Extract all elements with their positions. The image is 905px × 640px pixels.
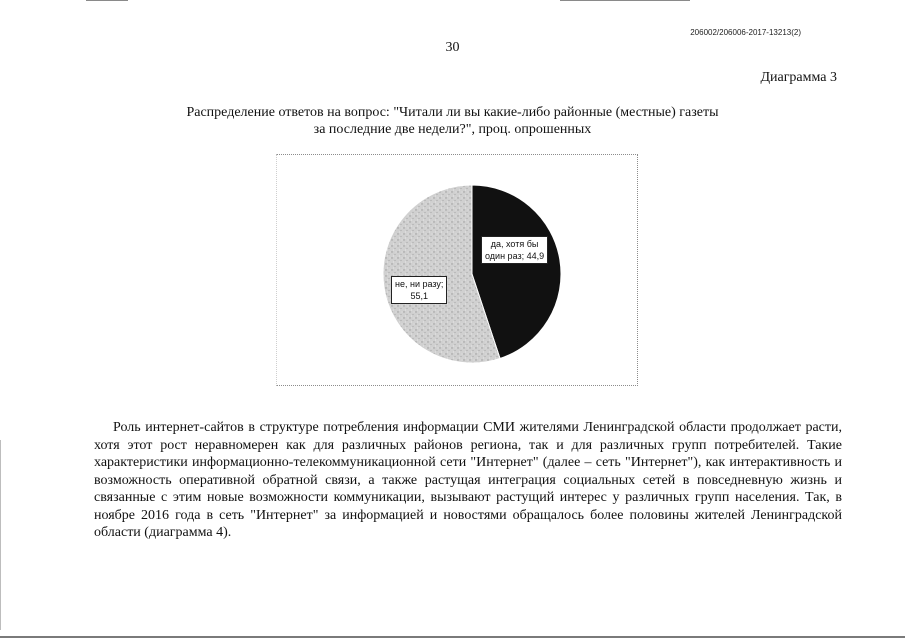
page-number: 30: [445, 40, 460, 55]
scan-edge-mark: [0, 636, 905, 638]
slice-label-no: не, ни разу; 55,1: [391, 276, 447, 304]
chart-title-line-1: Распределение ответов на вопрос: "Читали ли вы какие-либо районные (местные) газеты: [186, 105, 719, 120]
chart-title: [0, 104, 905, 138]
chart-frame: [276, 154, 638, 386]
pie-chart: [277, 155, 637, 385]
scan-edge-mark: [560, 0, 690, 1]
body-paragraph: Роль интернет-сайтов в структуре потребления информации СМИ жителями Ленинградской области продолжает расти, хотя этот рост неравномерен как для различных районов региона, так и для различных групп потребителей. Такие характеристики информационно-телекоммуникационной сети "Интернет" (далее – сеть "Интернет"), как интерактивность и возможность оперативной обратной связи, а также растущая интеграция социальных сетей в повседневную жизнь и связанные с этим новые возможности коммуникации, вызывают растущий интерес у различных групп населения. Так, в ноябре 2016 года в сеть "Интернет" за информацией и новостями обращалось более половины жителей Ленинградской области (диаграмма 4).: [94, 420, 842, 540]
diagram-label: Диаграмма 3: [760, 70, 837, 85]
scan-edge-mark: [86, 0, 128, 1]
chart-title-line-2: за последние две недели?", проц. опрошенных: [313, 122, 592, 137]
slice-label-yes: да, хотя бы один раз; 44,9: [481, 236, 548, 264]
scan-edge-mark: [0, 440, 1, 630]
document-code: 206002/206006-2017-13213(2): [690, 28, 801, 37]
